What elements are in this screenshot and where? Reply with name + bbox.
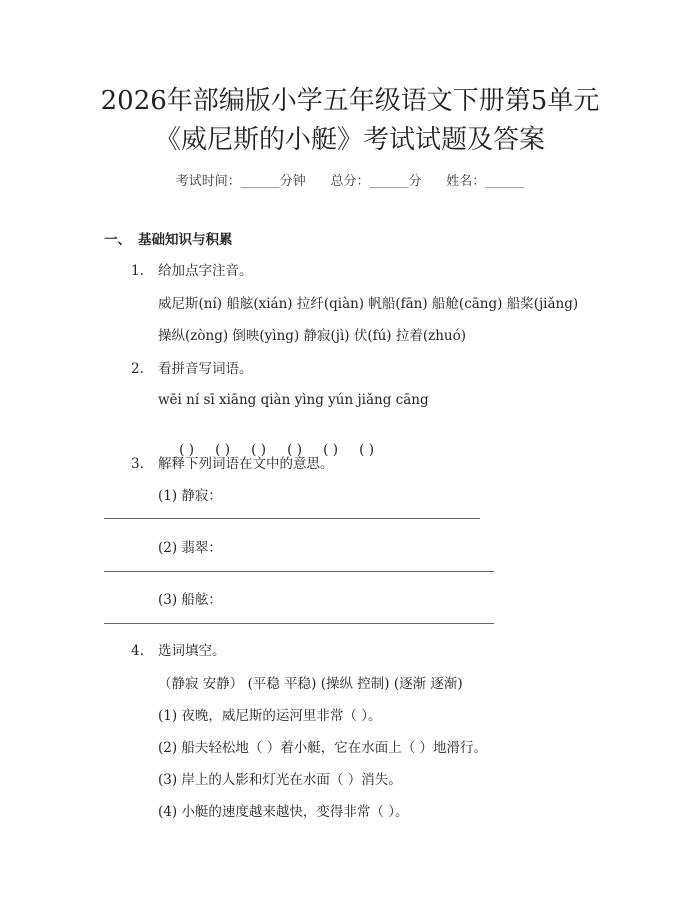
answer-line [104, 623, 494, 624]
question-2-number: 2. [131, 361, 144, 377]
answer-blank: ( ) [215, 442, 230, 458]
question-4-item: (4) 小艇的速度越来越快，变得非常（ ）。 [158, 804, 409, 820]
question-1-prompt: 给加点字注音。 [158, 263, 253, 279]
question-1-line1: 威尼斯(ní) 船舷(xián) 拉纤(qiàn) 帆船(fān) 船舱(cāng) 船桨(jiǎng) [158, 296, 579, 312]
question-1-number: 1. [131, 263, 144, 279]
question-4-word-options: （静寂 安静） (平稳 平稳) (操纵 控制) (逐渐 逐渐) [158, 676, 463, 692]
question-2-pinyin: wēi ní sī xiāng qiàn yìng yún jiǎng cāng [158, 392, 429, 408]
exam-meta-info: 考试时间：______分钟 总分：______分 姓名：______ [175, 174, 525, 189]
page-title-line1: 2026年部编版小学五年级语文下册第5单元 [100, 86, 600, 116]
question-1-line2: 操纵(zòng) 倒映(yìng) 静寂(jì) 伏(fú) 拉着(zhuó) [158, 328, 467, 344]
answer-line [104, 518, 480, 519]
question-4-number: 4. [131, 643, 144, 659]
answer-blank: ( ) [251, 442, 266, 458]
page-title-line2: 《威尼斯的小艇》考试试题及答案 [154, 125, 545, 155]
question-4-prompt: 选词填空。 [158, 643, 226, 659]
question-4-item: (1) 夜晚，威尼斯的运河里非常（ ）。 [158, 708, 382, 724]
question-4-item: (3) 岸上的人影和灯光在水面（ ）消失。 [158, 772, 402, 788]
question-3-prompt: 解释下列词语在文中的意思。 [158, 456, 334, 472]
question-3-item: (1) 静寂： [158, 488, 222, 504]
answer-blank: ( ) [179, 442, 194, 458]
answer-blank: ( ) [323, 442, 338, 458]
question-3-item: (3) 船舷： [158, 592, 222, 608]
section-title: 基础知识与积累 [138, 232, 233, 248]
section-number: 一、 [104, 232, 131, 248]
question-3-item: (2) 翡翠： [158, 540, 222, 556]
question-2-prompt: 看拼音写词语。 [158, 361, 253, 377]
question-3-number: 3. [131, 456, 144, 472]
answer-line [104, 571, 494, 572]
answer-blank: ( ) [359, 442, 374, 458]
answer-blank: ( ) [287, 442, 302, 458]
question-4-item: (2) 船夫轻松地（ ）着小艇，它在水面上（ ）地滑行。 [158, 740, 487, 756]
